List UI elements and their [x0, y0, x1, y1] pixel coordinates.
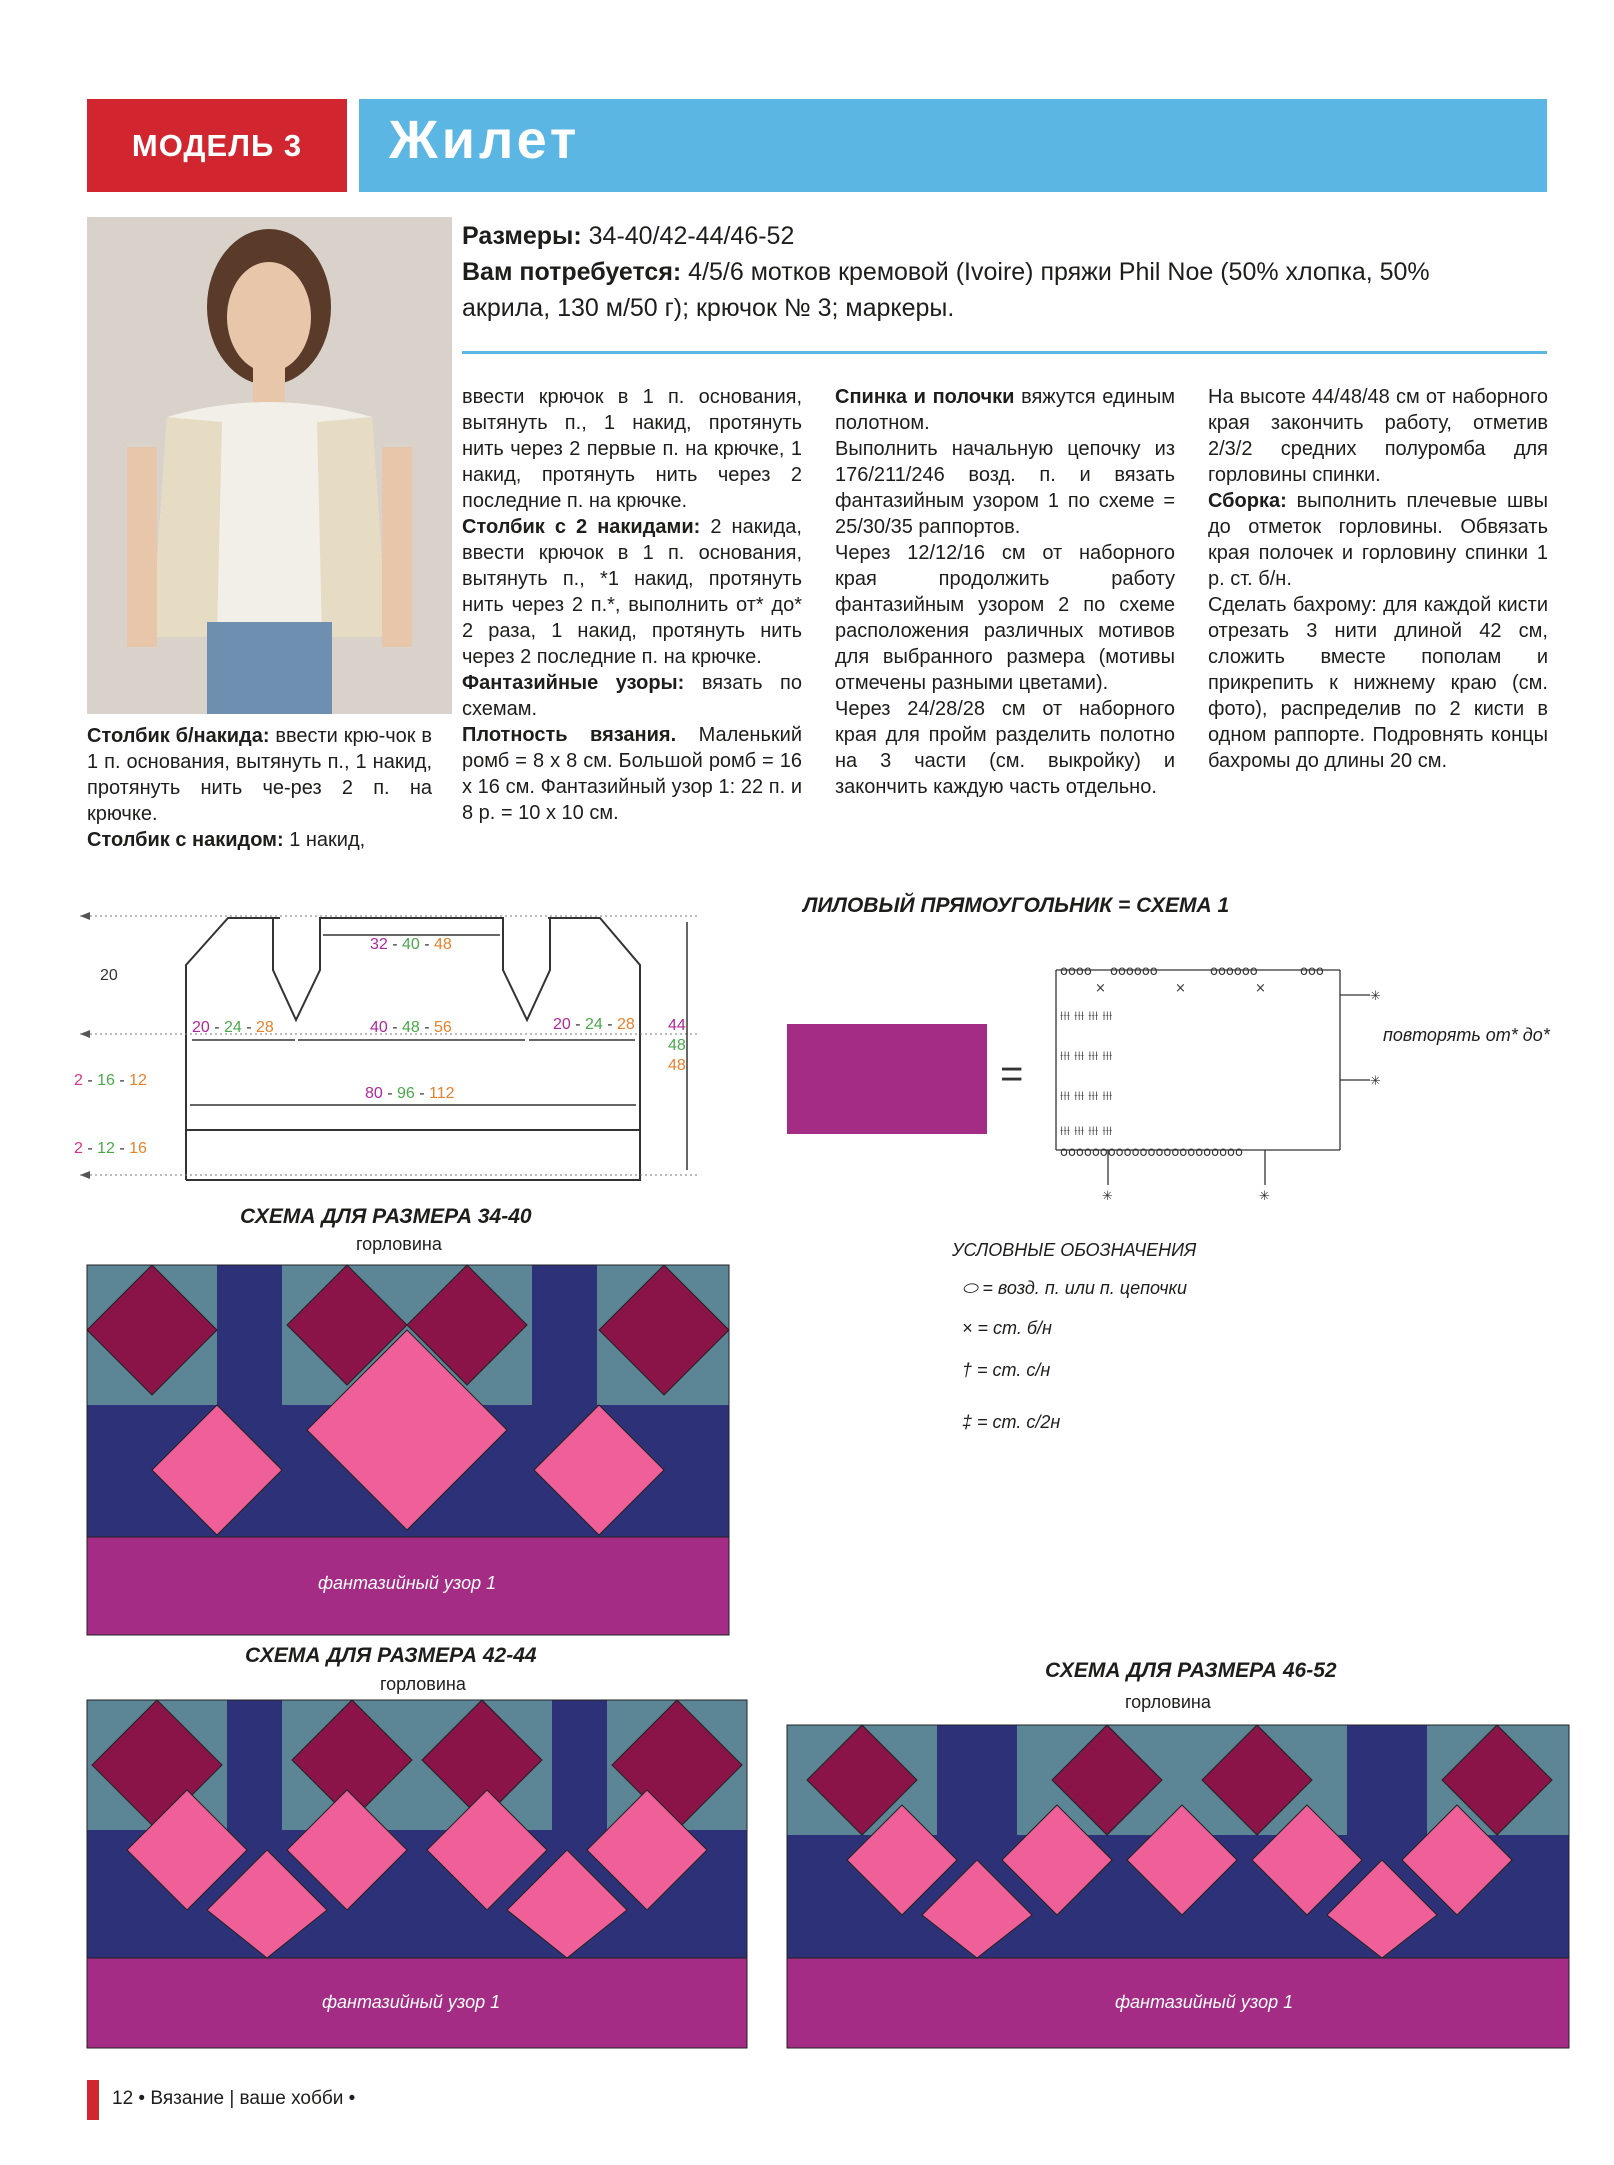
svg-text:✳: ✳	[1259, 1189, 1270, 1204]
divider-rule	[462, 351, 1547, 354]
dim-left-top: 20	[100, 967, 118, 984]
back-label: Спинка и полочки	[835, 386, 1015, 408]
col3-p4: Через 24/28/28 см от наборного края для пройм разделить полотно на 3 части (см. выкройку) и закончить каждую часть отдельно.	[835, 698, 1175, 798]
chart-34-40-band-label: фантазийный узор 1	[318, 1573, 497, 1593]
svg-text:✳: ✳	[1102, 1189, 1113, 1204]
svg-text:⟊⟊⟊ ⟊⟊⟊ ⟊⟊⟊ ⟊⟊⟊: ⟊⟊⟊ ⟊⟊⟊ ⟊⟊⟊ ⟊⟊⟊	[1060, 1009, 1113, 1024]
dim-left-mid: 2 - 16 - 12	[74, 1072, 147, 1089]
needs-line1: 4/5/6 мотков кремовой (Ivoire) пряжи Phil Noe (50% хлопка, 50%	[681, 258, 1430, 286]
chart-42-44-band-label: фантазийный узор 1	[322, 1992, 501, 2012]
assembly-text: выполнить плечевые швы до отметок горловины. Обвязать края полочек и горловину спинки 1 р. ст. б/н.	[1208, 490, 1548, 590]
legend-item-sc: × = ст. б/н	[962, 1318, 1052, 1338]
page-number: 12	[112, 2088, 134, 2109]
dim-height-2: 48	[668, 1037, 686, 1054]
svg-text:×: ×	[1175, 981, 1186, 996]
photo-illustration	[87, 217, 452, 714]
svg-text:ooooooooooooooooooooooo: ooooooooooooooooooooooo	[1060, 1145, 1243, 1160]
term-sc-label: Столбик б/накида:	[87, 725, 270, 747]
purple-rectangle	[787, 1024, 987, 1134]
density-text: Маленький ромб = 8 х 8 см. Большой ромб = 16 х 16 см. Фантазийный узор 1: 22 п. и 8 р. = 10 х 10 см.	[462, 724, 802, 824]
svg-text:ooo: ooo	[1300, 964, 1324, 979]
title-band	[359, 99, 1547, 192]
dagger-icon: †	[962, 1360, 978, 1380]
intro-block	[462, 218, 1547, 326]
back-text: вяжутся единым полотном.	[835, 386, 1175, 434]
term-tr-text: 2 накида, ввести крючок в 1 п. основания, вытянуть п., *1 накид, протянуть нить через 2 п.*, выполнить от* до* 2 раза, 1 накид, протянуть нить через 2 последние п. на крючке.	[462, 516, 802, 668]
footer-text: 12 • Вязание | ваше хобби •	[112, 2088, 356, 2109]
dim-shoulder-left: 20 - 24 - 28	[192, 1019, 274, 1036]
dim-left-low: 2 - 12 - 16	[74, 1140, 147, 1157]
col4-p3: Сделать бахрому: для каждой кисти отрезать 3 нити длиной 42 см, сложить вместе пополам и прикрепить к нижнему краю (см. фото), распределив по 2 кисти в одном раппорте. Подровнять концы бахромы до длины 20 см.	[1208, 594, 1548, 772]
term-sc-text: ввести крю-чок в 1 п. основания, вытянуть п., 1 накид, протянуть нить че-рез 2 п. на крючке.	[87, 725, 432, 825]
chart-42-44-neck: горловина	[380, 1674, 466, 1694]
needs-label: Вам потребуется:	[462, 258, 682, 286]
term-dc-text: 1 накид,	[283, 829, 366, 851]
col3-p3: Через 12/12/16 см от наборного края продолжить работу фантазийным узором 2 по схеме расположения различных мотивов для выбранного размера (мотивы отмечены разными цветами).	[835, 542, 1175, 694]
text-column-4	[1208, 384, 1548, 774]
double-dagger-icon: ‡	[962, 1412, 978, 1432]
chart-34-40-title: СХЕМА ДЛЯ РАЗМЕРА 34-40	[240, 1205, 532, 1228]
text-column-3	[835, 384, 1175, 800]
legend-item-tr: ‡ = ст. с/2н	[962, 1412, 1061, 1432]
svg-text:⟊⟊⟊ ⟊⟊⟊ ⟊⟊⟊ ⟊⟊⟊: ⟊⟊⟊ ⟊⟊⟊ ⟊⟊⟊ ⟊⟊⟊	[1060, 1089, 1113, 1104]
model-badge	[87, 99, 347, 192]
dim-mid: 40 - 48 - 56	[370, 1019, 452, 1036]
col4-p1: На высоте 44/48/48 см от наборного края закончить работу, отметив 2/3/2 средних полуромба для горловины спинки.	[1208, 386, 1548, 486]
col2-p1: ввести крючок в 1 п. основания, вытянуть п., 1 накид, протянуть нить через 2 первые п. на крючке, 1 накид, протянуть нить через 2 последние п. на крючке.	[462, 386, 802, 512]
model-photo	[87, 217, 452, 714]
chart-46-52-band-label: фантазийный узор 1	[1115, 1992, 1294, 2012]
garment-pattern-diagram	[74, 900, 720, 1200]
svg-text:✳: ✳	[1370, 989, 1381, 1004]
dim-height-3: 48	[668, 1057, 686, 1074]
svg-text:oooooo: oooooo	[1110, 964, 1158, 979]
page-title: Жилет	[389, 110, 581, 170]
cross-icon: ×	[962, 1318, 978, 1338]
magazine-name: Вязание | ваше хобби	[150, 2088, 344, 2109]
repeat-note: повторять от* до*	[1383, 1025, 1550, 1045]
text-column-2	[462, 384, 802, 826]
dim-width: 80 - 96 - 112	[365, 1085, 455, 1102]
footer-accent-bar	[87, 2080, 99, 2120]
dim-shoulder-right: 20 - 24 - 28	[553, 1016, 635, 1033]
chart-42-44-title: СХЕМА ДЛЯ РАЗМЕРА 42-44	[245, 1644, 537, 1667]
legend-title: УСЛОВНЫЕ ОБОЗНАЧЕНИЯ	[952, 1240, 1197, 1260]
legend-item-dc: † = ст. с/н	[962, 1360, 1051, 1380]
fancy-label: Фантазийные узоры:	[462, 672, 685, 694]
svg-text:×: ×	[1095, 981, 1106, 996]
density-label: Плотность вязания.	[462, 724, 677, 746]
legend-item-chain: ⬭ = возд. п. или п. цепочки	[962, 1278, 1188, 1298]
fancy-text: вязать по схемам.	[462, 672, 802, 720]
chart-46-52-title: СХЕМА ДЛЯ РАЗМЕРА 46-52	[1045, 1659, 1337, 1682]
scheme1-title: ЛИЛОВЫЙ ПРЯМОУГОЛЬНИК = СХЕМА 1	[803, 894, 1230, 917]
svg-text:oooo: oooo	[1060, 964, 1092, 979]
chart-34-40-neck: горловина	[356, 1234, 442, 1254]
sizes-value: 34-40/42-44/46-52	[581, 222, 795, 250]
equals-sign: =	[1000, 1052, 1024, 1096]
text-column-1	[87, 723, 432, 853]
svg-text:✳: ✳	[1370, 1074, 1381, 1089]
term-dc-label: Столбик с накидом:	[87, 829, 284, 851]
svg-text:×: ×	[1255, 981, 1266, 996]
needs-line2: акрила, 130 м/50 г); крючок № 3; маркеры.	[462, 294, 955, 322]
svg-text:⟊⟊⟊ ⟊⟊⟊ ⟊⟊⟊ ⟊⟊⟊: ⟊⟊⟊ ⟊⟊⟊ ⟊⟊⟊ ⟊⟊⟊	[1060, 1049, 1113, 1064]
dim-top-neck: 32 - 40 - 48	[370, 936, 452, 953]
svg-text:⟊⟊⟊ ⟊⟊⟊ ⟊⟊⟊ ⟊⟊⟊: ⟊⟊⟊ ⟊⟊⟊ ⟊⟊⟊ ⟊⟊⟊	[1060, 1124, 1113, 1139]
sizes-label: Размеры:	[462, 222, 582, 250]
model-label: МОДЕЛЬ 3	[131, 127, 303, 163]
dim-height-1: 44	[668, 1017, 686, 1034]
term-tr-label: Столбик с 2 накидами:	[462, 516, 701, 538]
chain-icon: ⬭	[962, 1278, 983, 1298]
col3-p2: Выполнить начальную цепочку из 176/211/246 возд. п. и вязать фантазийным узором 1 по схеме = 25/30/35 раппортов.	[835, 438, 1175, 538]
svg-text:oooooo: oooooo	[1210, 964, 1258, 979]
scheme1-crochet-chart	[1040, 960, 1400, 1210]
assembly-label: Сборка:	[1208, 490, 1287, 512]
chart-46-52-neck: горловина	[1125, 1692, 1211, 1712]
